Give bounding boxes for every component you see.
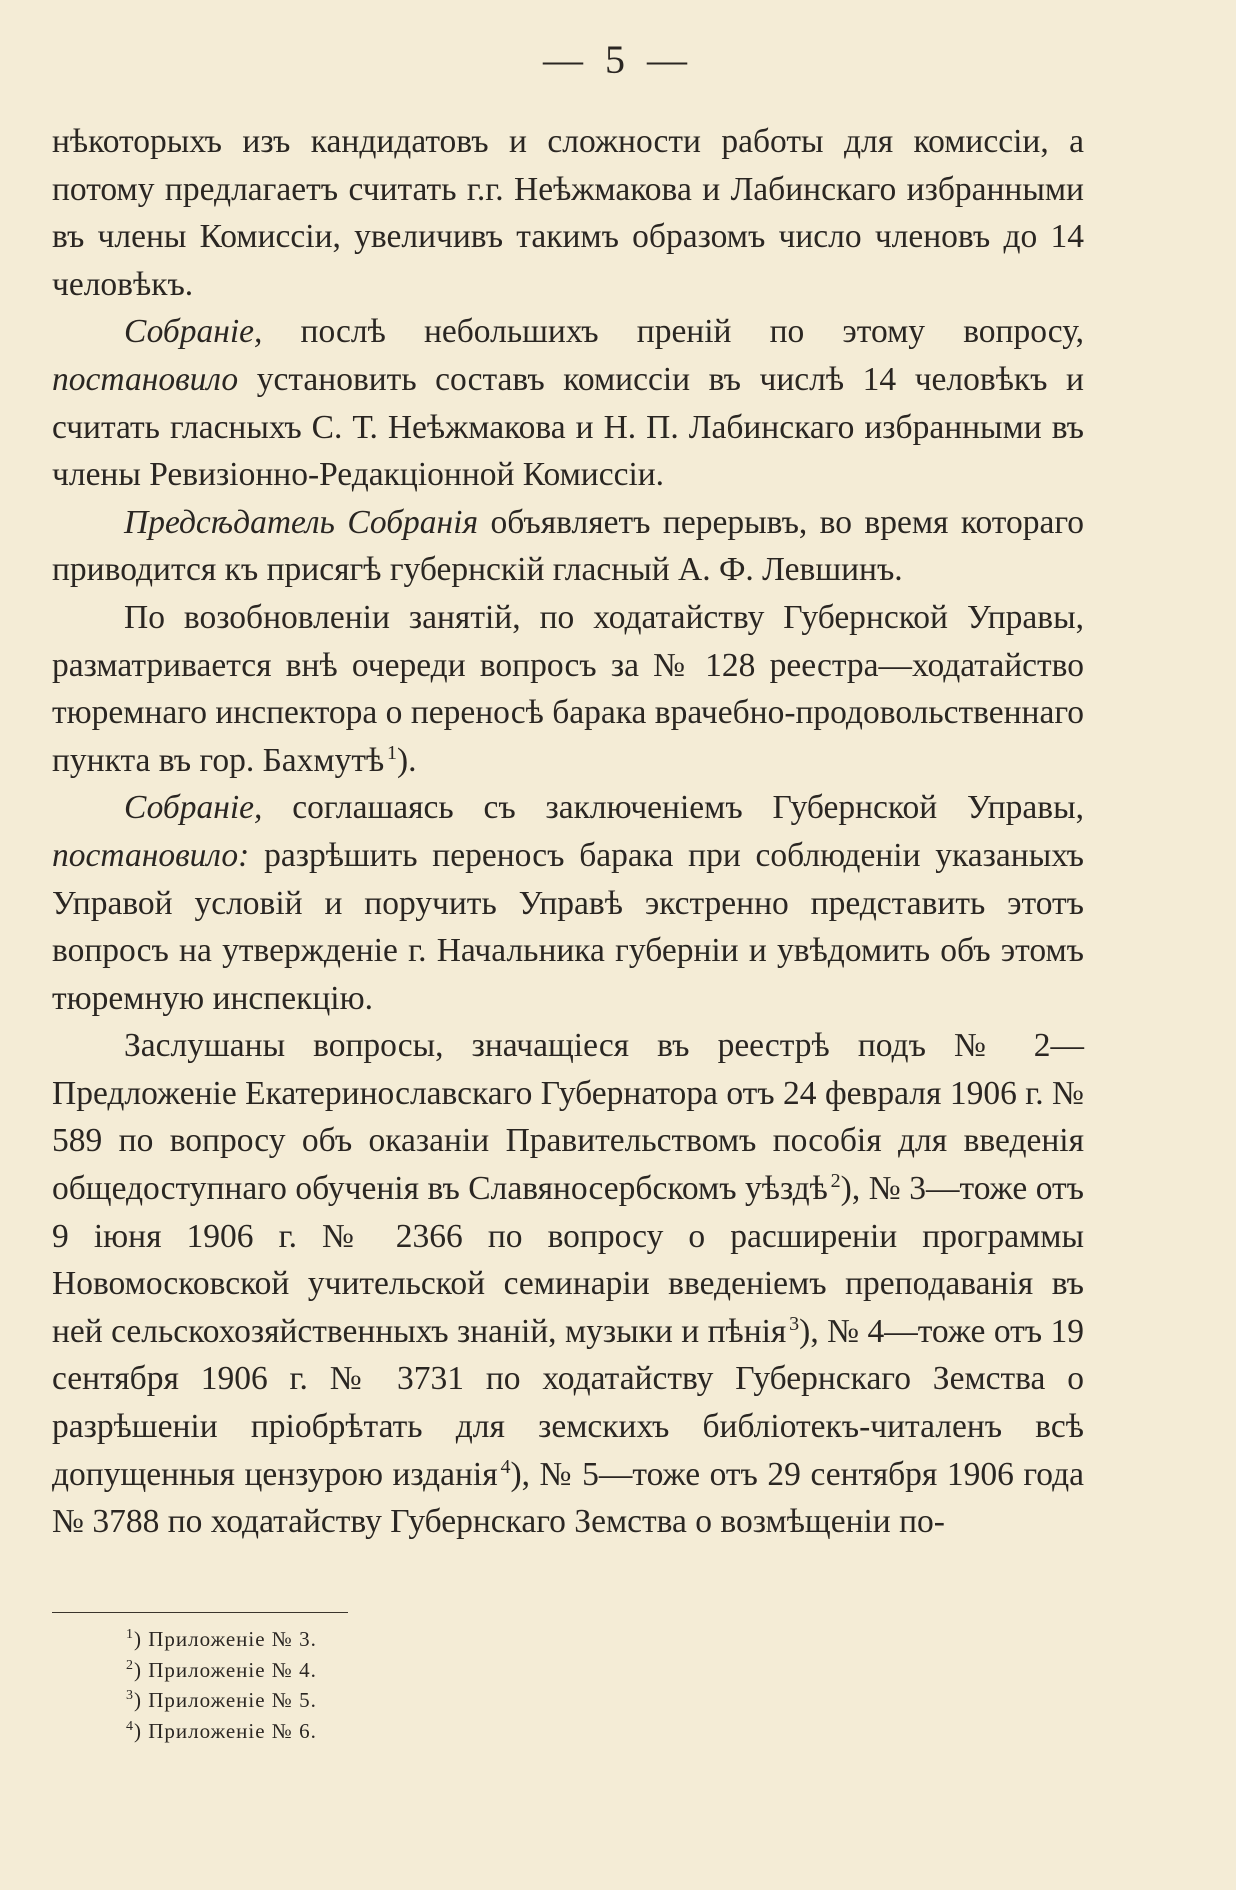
footnote-text: Приложеніе № 4.: [148, 1657, 317, 1682]
footnote-ref-4[interactable]: 4: [500, 1455, 511, 1478]
paragraph-2-text-b: установить составъ комиссіи въ числѣ 14 человѣкъ и считать гласныхъ С. Т. Неѣжмакова и Н. П. Лабинскаго избранными въ члены Ревизіонно-Редакціонной Комиссіи.: [52, 360, 1084, 494]
paragraph-5-lead: Собраніе,: [124, 789, 263, 827]
page-number: — 5 —: [543, 37, 693, 82]
footnote-mark: 4: [126, 1718, 134, 1734]
paragraph-1: [52, 118, 1084, 308]
paragraph-4-tail: .: [408, 741, 417, 779]
paragraph-2: [52, 308, 1084, 498]
footnote-item: $^1$) Приложеніе № 3.: [126, 1627, 317, 1651]
paragraph-4-text: По возобновленіи занятій, по ходатайству Губернской Управы, разматривается внѣ очереди вопросъ за № 128 реестра—ходатайство тюремнаго инспектора о переносѣ барака врачебно-продовольственнаго пункта въ гор. Бахмутѣ: [52, 598, 1084, 779]
paragraph-5-text-a: соглашаясь съ заключеніемъ Губернской Управы,: [262, 789, 1084, 827]
paragraph-4: По возобновленіи занятій, по ходатайству Губернской Управы, разматривается внѣ очереди вопросъ за № 128 реестра—ходатайство тюремнаго инспектора о переносѣ барака врачебно-продовольственнаго пункта въ гор. Бахмутѣ $^1$).: [52, 598, 1084, 779]
paragraph-6: Заслушаны вопросы, значащіеся въ реестрѣ подъ № 2—Предложеніе Екатеринославскаго Губернатора отъ 24 февраля 1906 г. № 589 по вопросу объ оказаніи Правительствомъ пособія для введенія общедоступнаго обученія въ Славяносербскомъ уѣздѣ $^2$), № 3—тоже отъ 9 іюня 1906 г. № 2366 по вопросу о расширеніи программы Новомосковской учительской семинаріи введеніемъ преподаванія въ ней сельскохозяйственныхъ знаній, музыки и пѣнія $^3$), № 4—тоже отъ 19 сентября 1906 г. № 3731 по ходатайству Губернскаго Земства о разрѣшеніи пріобрѣтать для земскихъ библіотекъ-читаленъ всѣ допущенныя цензурою изданія $^4$), № 5—тоже отъ 29 сентября 1906 года № 3788 по ходатайству Губернскаго Земства о возмѣщеніи по-: [52, 1027, 1084, 1541]
paragraph-3-text: объявляетъ перерывъ, во время котораго приводится къ присягѣ губернскій гласный А. Ф. Левшинъ.: [52, 503, 1084, 589]
paragraph-2-lead: Собраніе,: [124, 313, 263, 351]
paragraph-2-resolution: постановило: [52, 360, 239, 398]
paragraph-6-part-4: , № 5—тоже отъ 29 сентября 1906 года № 3788 по ходатайству Губернскаго Земства о возмѣщеніи по-: [52, 1455, 1084, 1541]
paragraph-1-text: нѣкоторыхъ изъ кандидатовъ и сложности работы для комиссіи, а потому предлагаетъ считать г.г. Неѣжмакова и Лабинскаго избранными въ члены Комиссіи, увеличивъ такимъ образомъ число членовъ до 14 человѣкъ.: [52, 123, 1084, 303]
paragraph-6-part-2: , № 3—тоже отъ 9 іюня 1906 г. № 2366 по вопросу о расширеніи программы Новомосковской учительской семинаріи введеніемъ преподаванія въ ней сельскохозяйственныхъ знаній, музыки и пѣнія: [52, 1170, 1084, 1350]
paragraph-5-resolution: постановило:: [52, 836, 250, 874]
footnote-item: $^2$) Приложеніе № 4.: [126, 1657, 317, 1682]
body-text: [52, 118, 1084, 1546]
paragraph-6-part-3: , № 4—тоже отъ 19 сентября 1906 г. № 3731 по ходатайству Губернскаго Земства о разрѣшеніи пріобрѣтать для земскихъ библіотекъ-читаленъ всѣ допущенныя цензурою изданія: [52, 1312, 1084, 1493]
footnote-mark: 2: [126, 1657, 134, 1673]
footnote-text: Приложеніе № 3.: [148, 1627, 317, 1651]
paragraph-5: [52, 784, 1084, 1022]
footnote-item: $^3$) Приложеніе № 5.: [126, 1688, 317, 1712]
footnotes: [126, 1624, 317, 1746]
footnote-ref-3[interactable]: 3: [789, 1312, 800, 1335]
paragraph-3-lead: Предсѣдатель Собранія: [124, 503, 479, 541]
footnote-mark: 1: [126, 1627, 134, 1642]
paragraph-6-part-1: Заслушаны вопросы, значащіеся въ реестрѣ подъ № 2—Предложеніе Екатеринославскаго Губернатора отъ 24 февраля 1906 г. № 589 по вопросу объ оказаніи Правительствомъ пособія для введенія общедоступнаго обученія въ Славяносербскомъ уѣздѣ: [52, 1027, 1084, 1208]
footnote-ref-1[interactable]: 1: [387, 741, 398, 764]
footnote-ref-2[interactable]: 2: [830, 1169, 841, 1192]
footnote-mark: 3: [126, 1688, 134, 1703]
paragraph-3: [52, 499, 1084, 594]
paragraph-2-text-a: послѣ небольшихъ преній по этому вопросу,: [262, 313, 1084, 351]
footnote-text: Приложеніе № 5.: [148, 1688, 317, 1712]
paragraph-5-text-b: разрѣшить переносъ барака при соблюденіи указаныхъ Управой условій и поручить Управѣ экстренно представить этотъ вопросъ на утвержденіе г. Начальника губерніи и увѣдомить объ этомъ тюремную инспекцію.: [52, 836, 1084, 1017]
footnote-text: Приложеніе № 6.: [148, 1718, 317, 1743]
footnote-item: $^4$) Приложеніе № 6.: [126, 1718, 317, 1743]
footnote-divider: [52, 1612, 348, 1613]
